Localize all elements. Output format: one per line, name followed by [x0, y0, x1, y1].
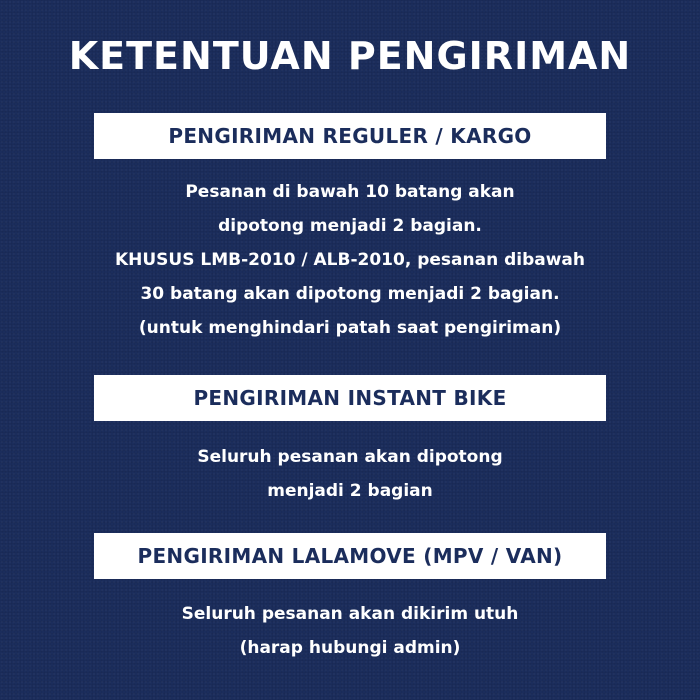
body-line: (harap hubungi admin): [239, 638, 461, 658]
body-line: Seluruh pesanan akan dikirim utuh: [181, 604, 519, 624]
section-body-instant-bike: [0, 440, 700, 508]
body-line: KHUSUS LMB-2010 / ALB-2010, pesanan dibawah: [114, 250, 586, 270]
body-line: 30 batang akan dipotong menjadi 2 bagian.: [140, 284, 560, 304]
page-title: KETENTUAN PENGIRIMAN: [68, 34, 632, 78]
body-line: Pesanan di bawah 10 batang akan: [185, 182, 515, 202]
body-line: Seluruh pesanan akan dipotong: [197, 447, 503, 467]
section-body-lalamove: [0, 597, 700, 665]
section-header-reguler-kargo: PENGIRIMAN REGULER / KARGO: [94, 113, 606, 159]
body-line: dipotong menjadi 2 bagian.: [218, 216, 482, 236]
section-header-instant-bike: PENGIRIMAN INSTANT BIKE: [94, 375, 606, 421]
body-line: menjadi 2 bagian: [267, 481, 433, 501]
section-header-lalamove: PENGIRIMAN LALAMOVE (MPV / VAN): [94, 533, 606, 579]
body-line: (untuk menghindari patah saat pengiriman): [138, 318, 562, 338]
section-body-reguler-kargo: [0, 175, 700, 345]
